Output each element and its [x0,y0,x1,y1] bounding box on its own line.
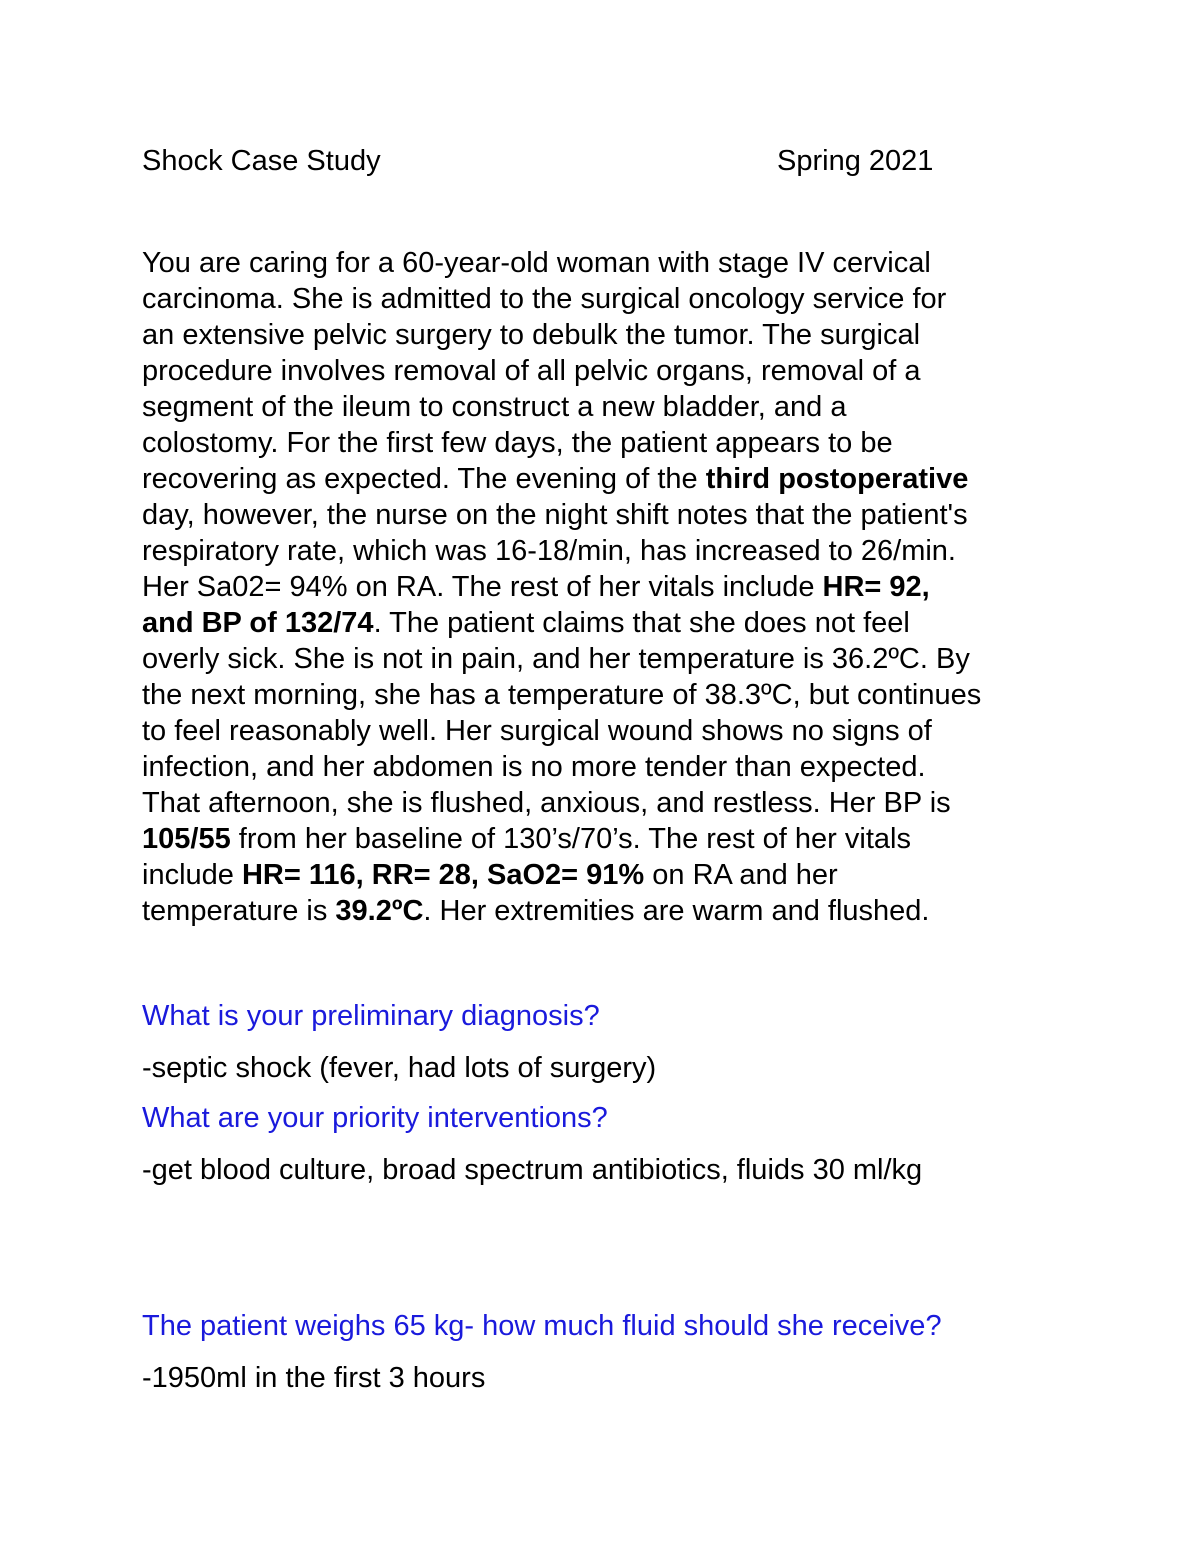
case-line [142,821,1062,857]
case-line [142,533,1062,569]
case-text-segment: colostomy. For the first few days, the patient appears to be [142,427,893,459]
case-line [142,785,1062,821]
case-text-segment: procedure involves removal of all pelvic organs, removal of a [142,355,921,387]
case-text-bold: HR= 92, [822,571,930,603]
answer-fluid-volume: -1950ml in the first 3 hours [142,1362,486,1394]
case-line [142,353,1062,389]
case-line [142,641,1062,677]
case-text-bold: 105/55 [142,823,231,855]
case-line [142,713,1062,749]
case-line [142,605,1062,641]
case-line [142,317,1062,353]
case-text-segment: day, however, the nurse on the night shift notes that the patient's [142,499,968,531]
question-diagnosis: What is your preliminary diagnosis? [142,1000,600,1032]
case-text-segment: carcinoma. She is admitted to the surgical oncology service for [142,283,947,315]
case-text-segment: You are caring for a 60-year-old woman with stage IV cervical [142,247,931,279]
case-description [142,245,1062,929]
case-text-segment: an extensive pelvic surgery to debulk the tumor. The surgical [142,319,921,351]
case-line [142,425,1062,461]
case-line [142,857,1062,893]
case-text-segment: . Her extremities are warm and flushed. [423,895,930,927]
case-text-bold: 39.2ºC [335,895,424,927]
case-line [142,389,1062,425]
case-line [142,461,1062,497]
case-text-bold: HR= 116, RR= 28, SaO2= 91% [241,859,645,891]
case-text-segment: Her Sa02= 94% on RA. The rest of her vitals include [142,571,823,603]
case-line [142,281,1062,317]
case-text-segment: . The patient claims that she does not feel [373,607,910,639]
case-text-segment: on RA and her [644,859,838,891]
case-line [142,893,1062,929]
answer-diagnosis: -septic shock (fever, had lots of surgery) [142,1052,657,1084]
case-text-bold: and BP of 132/74 [142,607,374,639]
question-interventions: What are your priority interventions? [142,1102,608,1134]
case-text-segment: to feel reasonably well. Her surgical wound shows no signs of [142,715,932,747]
case-line [142,245,1062,281]
case-line [142,677,1062,713]
case-text-segment: recovering as expected. The evening of the [142,463,706,495]
case-line [142,497,1062,533]
case-text-segment: include [142,859,242,891]
case-text-segment: That afternoon, she is flushed, anxious, and restless. Her BP is [142,787,951,819]
document-term: Spring 2021 [777,145,934,177]
case-text-segment: from her baseline of 130’s/70’s. The rest of her vitals [230,823,911,855]
case-text-segment: temperature is [142,895,336,927]
case-line [142,749,1062,785]
case-text-segment: respiratory rate, which was 16-18/min, has increased to 26/min. [142,535,956,567]
case-text-segment: segment of the ileum to construct a new bladder, and a [142,391,847,423]
case-line [142,569,1062,605]
document-header [142,143,962,183]
document-title: Shock Case Study [142,145,381,177]
case-text-segment: infection, and her abdomen is no more tender than expected. [142,751,926,783]
case-text-segment: overly sick. She is not in pain, and her temperature is 36.2ºC. By [142,643,970,675]
case-text-bold: third postoperative [705,463,969,495]
answer-interventions: -get blood culture, broad spectrum antibiotics, fluids 30 ml/kg [142,1154,923,1186]
case-text-segment: the next morning, she has a temperature of 38.3ºC, but continues [142,679,982,711]
question-fluid-volume: The patient weighs 65 kg- how much fluid should she receive? [142,1310,942,1342]
